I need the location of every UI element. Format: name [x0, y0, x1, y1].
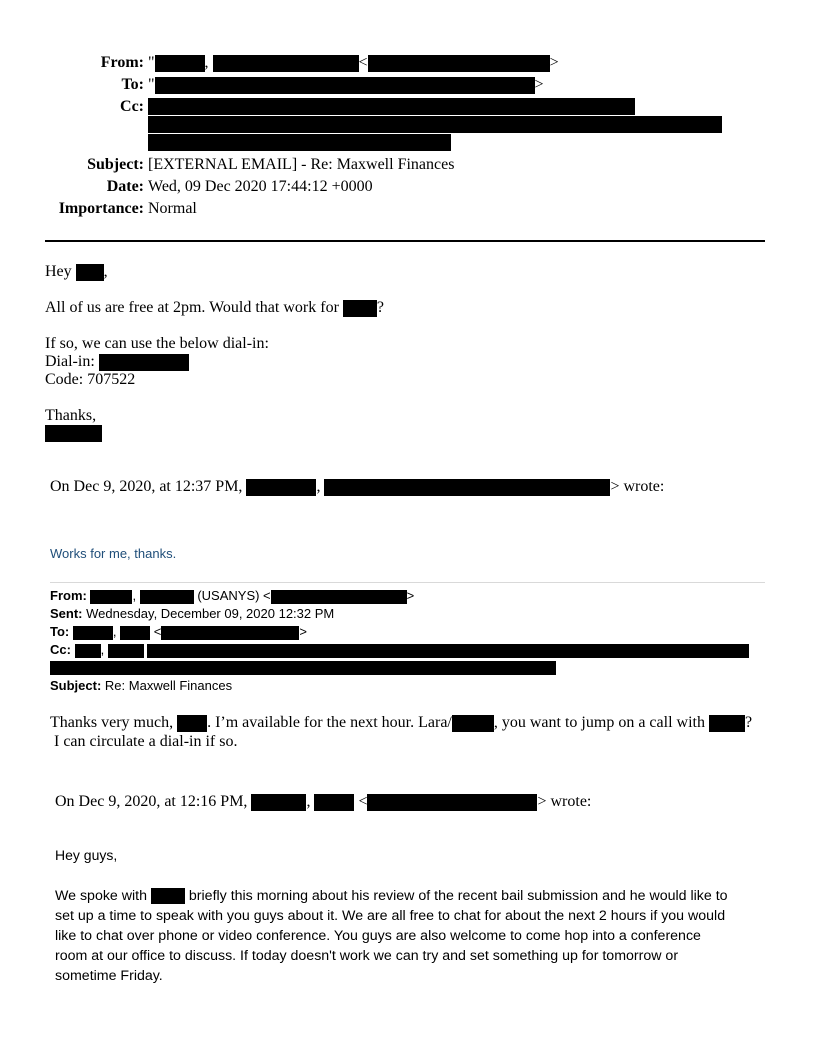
reply2-line1-a: Thanks very much, — [50, 714, 174, 731]
subject-value: [EXTERNAL EMAIL] - Re: Maxwell Finances — [148, 156, 455, 173]
redaction — [367, 794, 537, 811]
redaction — [213, 55, 359, 72]
redaction — [99, 354, 189, 371]
reply1-subject-label: Subject: — [50, 678, 102, 693]
redaction — [90, 590, 132, 604]
quote2: On Dec 9, 2020, at 12:16 PM, , < > wrote: — [55, 793, 592, 810]
redaction — [151, 888, 185, 904]
reply1-sent-value: Wednesday, December 09, 2020 12:32 PM — [86, 606, 335, 621]
quote1-wrote: wrote: — [623, 478, 665, 495]
redaction — [251, 794, 306, 811]
reply2-line1-c: , you want to jump on a call with — [493, 714, 705, 731]
redaction — [45, 425, 102, 442]
reply2-line1-b: . I’m available for the next hour. Lara/ — [207, 714, 452, 731]
original-paragraph — [55, 886, 765, 986]
greeting-text: Hey — [45, 263, 72, 280]
reply1-cc: Cc: , — [50, 642, 749, 658]
code-line: Code: 707522 — [45, 371, 136, 388]
reply1-from: From: , (USANYS) < > — [50, 588, 415, 603]
original-line5: sometime Friday. — [55, 968, 163, 984]
from-label: From: — [100, 54, 144, 71]
reply1-text: Works for me, thanks. — [50, 546, 177, 561]
greeting: Hey , — [45, 263, 108, 280]
cc-label: Cc: — [120, 98, 144, 115]
redaction — [75, 644, 101, 658]
redaction — [155, 55, 205, 72]
reply1-cc-label: Cc: — [50, 642, 71, 657]
reply1-from-org: (USANYS) < — [197, 588, 271, 603]
to-label: To: — [121, 76, 144, 93]
quote2-wrote: wrote: — [550, 793, 592, 810]
reply2-line2: I can circulate a dial-in if so. — [54, 733, 238, 750]
from-value: " , < > — [148, 54, 559, 71]
body-line2: If so, we can use the below dial-in: — [45, 335, 269, 352]
redaction — [314, 794, 354, 811]
redaction — [155, 77, 535, 94]
original-line1 — [55, 886, 765, 906]
importance-label: Importance: — [58, 200, 144, 217]
redaction — [709, 715, 745, 732]
reply1-to-label: To: — [50, 624, 70, 639]
original-line1-rest: briefly this morning about his review of the recent bail submission and he would like to — [188, 888, 728, 904]
redaction — [73, 626, 113, 640]
to-value: " > — [148, 76, 544, 93]
redaction — [147, 644, 749, 658]
original-line4: room at our office to discuss. If today doesn't work we can try and set something up for tomorrow or — [55, 948, 679, 964]
redaction — [177, 715, 207, 732]
original-greeting: Hey guys, — [55, 847, 118, 863]
redaction — [271, 590, 407, 604]
reply2-line1-d: ? — [744, 714, 753, 731]
redaction — [120, 626, 150, 640]
thanks: Thanks, — [45, 407, 97, 424]
to-quote: " — [148, 76, 155, 93]
date-value: Wed, 09 Dec 2020 17:44:12 +0000 — [148, 178, 373, 195]
dialin-line — [45, 353, 189, 371]
from-quote: " — [148, 54, 155, 71]
body-line1-text: All of us are free at 2pm. Would that work for — [45, 299, 339, 316]
redaction — [452, 715, 494, 732]
date-label: Date: — [106, 178, 144, 195]
redaction — [368, 55, 550, 72]
redaction — [76, 264, 104, 281]
redaction — [148, 98, 635, 115]
importance-value: Normal — [148, 200, 197, 217]
header-divider — [45, 240, 765, 242]
quote1: On Dec 9, 2020, at 12:37 PM, , > wrote: — [50, 478, 665, 495]
original-line3: like to chat over phone or video conference. You guys are also welcome to come hop into a conference — [55, 928, 701, 944]
redaction — [148, 134, 451, 151]
redaction — [148, 116, 722, 133]
subject-label: Subject: — [87, 156, 144, 173]
quote2-text: On Dec 9, 2020, at 12:16 PM, — [55, 793, 248, 810]
dialin-label: Dial-in: — [45, 353, 95, 370]
redaction — [161, 626, 299, 640]
reply1-divider — [50, 582, 765, 583]
quote1-text: On Dec 9, 2020, at 12:37 PM, — [50, 478, 243, 495]
redaction — [140, 590, 194, 604]
reply1-subject — [50, 678, 232, 693]
redaction — [108, 644, 144, 658]
body-line1-end: ? — [376, 299, 384, 316]
reply1-sent — [50, 606, 334, 621]
redaction — [50, 661, 556, 675]
body-line1 — [45, 299, 384, 317]
redaction — [324, 479, 610, 496]
original-line1-start: We spoke with — [55, 888, 147, 904]
reply1-sent-label: Sent: — [50, 606, 83, 621]
reply1-subject-value: Re: Maxwell Finances — [104, 678, 233, 693]
reply1-from-label: From: — [50, 588, 87, 603]
reply1-to: To: , < > — [50, 624, 307, 639]
original-line2: set up a time to speak with you guys about it. We are all free to chat for about the next 2 hours if you would — [55, 908, 726, 924]
redaction — [343, 300, 377, 317]
reply2-line1 — [50, 714, 752, 732]
redaction — [246, 479, 316, 496]
